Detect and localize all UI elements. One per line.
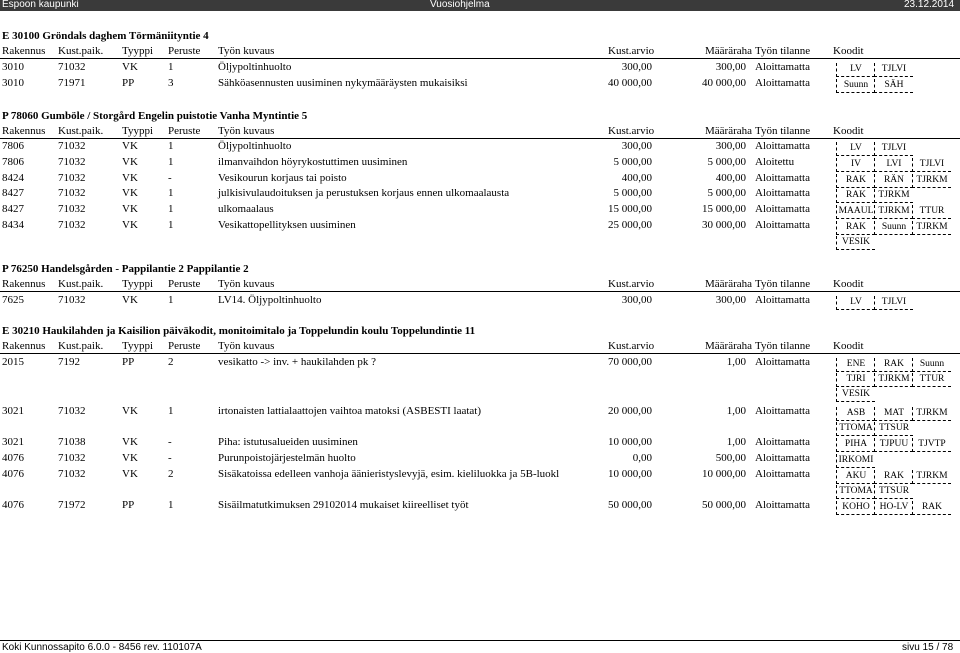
cost-estimate: 300,00 [621, 61, 652, 73]
work-type: VK [122, 219, 138, 231]
budget-amount: 40 000,00 [702, 77, 746, 89]
status-code-tag: TJRKM [874, 373, 913, 387]
column-header: Määräraha [705, 278, 753, 290]
cost-center: 71032 [58, 468, 86, 480]
column-header: Työn kuvaus [218, 45, 275, 57]
column-header: Määräraha [705, 125, 753, 137]
work-type: VK [122, 468, 138, 480]
basis: - [168, 436, 172, 448]
status-code-tag: IV [836, 158, 875, 172]
header-underline [0, 353, 960, 354]
column-header: Peruste [168, 340, 201, 352]
cost-center: 71032 [58, 61, 86, 73]
cost-estimate: 0,00 [632, 452, 652, 464]
basis: 1 [168, 140, 174, 152]
status-code-tag: TJRKM [874, 205, 913, 219]
cost-estimate: 5 000,00 [613, 187, 652, 199]
column-header: Työn tilanne [755, 340, 811, 352]
work-status: Aloittamatta [755, 219, 810, 231]
basis: 1 [168, 405, 174, 417]
status-code-tag: SÄH [874, 79, 913, 93]
status-code-tag: LV [836, 296, 875, 310]
column-header: Työn tilanne [755, 125, 811, 137]
status-code-tag: ASB [836, 407, 875, 421]
work-type: PP [122, 356, 135, 368]
column-header: Koodit [833, 45, 864, 57]
work-description: Sisäilmatutkimuksen 29102014 mukaiset kiireelliset työt [218, 499, 469, 511]
status-code-tag: TJRKM [912, 174, 951, 188]
work-status: Aloitettu [755, 156, 795, 168]
cost-center: 71032 [58, 172, 86, 184]
basis: 1 [168, 294, 174, 306]
header-org: Espoon kaupunki [2, 0, 79, 10]
budget-amount: 1,00 [726, 436, 746, 448]
building-number: 7806 [2, 156, 24, 168]
work-status: Aloittamatta [755, 356, 810, 368]
table-row [0, 452, 960, 465]
column-header: Kust.paik. [58, 125, 104, 137]
column-header: Koodit [833, 340, 864, 352]
header-underline [0, 58, 960, 59]
building-number: 8434 [2, 219, 24, 231]
column-header: Rakennus [2, 125, 46, 137]
budget-amount: 300,00 [715, 294, 746, 306]
work-type: VK [122, 436, 138, 448]
column-header: Työn kuvaus [218, 278, 275, 290]
work-type: VK [122, 187, 138, 199]
work-status: Aloittamatta [755, 187, 810, 199]
basis: 3 [168, 77, 174, 89]
budget-amount: 15 000,00 [702, 203, 746, 215]
budget-amount: 30 000,00 [702, 219, 746, 231]
column-header: Rakennus [2, 340, 46, 352]
status-code-tag: RAK [836, 189, 875, 203]
work-status: Aloittamatta [755, 405, 810, 417]
budget-amount: 5 000,00 [707, 187, 746, 199]
header-underline [0, 291, 960, 292]
status-code-tag: LVI [874, 158, 913, 172]
status-code-tag: RAK [836, 221, 875, 235]
status-code-tag: TJLVI [874, 63, 913, 77]
cost-estimate: 10 000,00 [608, 436, 652, 448]
budget-amount: 1,00 [726, 356, 746, 368]
section-title: P 78060 Gumböle / Storgård Engelin puistotie Vanha Myntintie 5 [2, 110, 308, 122]
column-header: Rakennus [2, 45, 46, 57]
cost-center: 71032 [58, 294, 86, 306]
status-code-tag: TJVTP [912, 438, 951, 452]
status-code-tag: MAAUL [836, 205, 875, 219]
building-number: 7806 [2, 140, 24, 152]
work-type: VK [122, 294, 138, 306]
cost-estimate: 5 000,00 [613, 156, 652, 168]
cost-center: 71032 [58, 187, 86, 199]
status-code-tag: ENE [836, 358, 875, 372]
table-row [0, 156, 960, 169]
section-title: P 76250 Handelsgården - Pappilantie 2 Pappilantie 2 [2, 263, 249, 275]
column-header: Kust.paik. [58, 278, 104, 290]
status-code-tag: TJRKM [912, 407, 951, 421]
building-number: 3010 [2, 61, 24, 73]
work-status: Aloittamatta [755, 499, 810, 511]
work-status: Aloittamatta [755, 140, 810, 152]
table-row [0, 499, 960, 512]
column-header: Kust.paik. [58, 340, 104, 352]
cost-estimate: 400,00 [621, 172, 652, 184]
basis: 1 [168, 187, 174, 199]
work-status: Aloittamatta [755, 436, 810, 448]
column-header: Työn tilanne [755, 278, 811, 290]
cost-estimate: 50 000,00 [608, 499, 652, 511]
cost-estimate: 25 000,00 [608, 219, 652, 231]
work-description: Vesikattopellityksen uusiminen [218, 219, 356, 231]
cost-center: 7192 [58, 356, 80, 368]
table-row [0, 405, 960, 418]
page-footer [0, 640, 960, 653]
basis: 1 [168, 203, 174, 215]
work-status: Aloittamatta [755, 452, 810, 464]
status-code-tag: VESIK [836, 388, 875, 402]
status-code-tag: TJPUU [874, 438, 913, 452]
work-type: VK [122, 172, 138, 184]
work-status: Aloittamatta [755, 468, 810, 480]
basis: 1 [168, 499, 174, 511]
table-row [0, 187, 960, 200]
work-type: VK [122, 203, 138, 215]
footer-version: Koki Kunnossapito 6.0.0 - 8456 rev. 110107A [2, 642, 202, 653]
work-type: PP [122, 77, 135, 89]
column-header: Tyyppi [122, 125, 154, 137]
cost-estimate: 40 000,00 [608, 77, 652, 89]
building-number: 4076 [2, 468, 24, 480]
budget-amount: 50 000,00 [702, 499, 746, 511]
section-title: E 30100 Gröndals daghem Törmäniityntie 4 [2, 30, 209, 42]
basis: - [168, 452, 172, 464]
work-description: julkisivulaudoituksen ja perustuksen korjaus ennen ulkomaalausta [218, 187, 510, 199]
basis: 2 [168, 356, 174, 368]
column-header: Peruste [168, 45, 201, 57]
status-code-tag: TJRI [836, 373, 875, 387]
basis: 1 [168, 219, 174, 231]
section-title: E 30210 Haukilahden ja Kaisilion päiväkodit, monitoimitalo ja Toppelundin koulu Toppelundintie 11 [2, 325, 476, 337]
cost-estimate: 20 000,00 [608, 405, 652, 417]
status-code-tag: PIHA [836, 438, 875, 452]
table-row [0, 356, 960, 369]
building-number: 8424 [2, 172, 24, 184]
work-description: Sähköasennusten uusiminen nykymääräysten mukaisiksi [218, 77, 468, 89]
status-code-tag: TTSUR [874, 422, 913, 436]
work-description: vesikatto -> inv. + haukilahden pk ? [218, 356, 377, 368]
cost-center: 71971 [58, 77, 86, 89]
cost-estimate: 15 000,00 [608, 203, 652, 215]
building-number: 8427 [2, 203, 24, 215]
building-number: 8427 [2, 187, 24, 199]
cost-estimate: 10 000,00 [608, 468, 652, 480]
basis: 1 [168, 61, 174, 73]
cost-center: 71972 [58, 499, 86, 511]
budget-amount: 300,00 [715, 61, 746, 73]
cost-center: 71038 [58, 436, 86, 448]
status-code-tag: LV [836, 142, 875, 156]
cost-estimate: 300,00 [621, 294, 652, 306]
column-header: Peruste [168, 125, 201, 137]
budget-amount: 300,00 [715, 140, 746, 152]
building-number: 7625 [2, 294, 24, 306]
status-code-tag: TJLVI [874, 296, 913, 310]
budget-amount: 10 000,00 [702, 468, 746, 480]
status-code-tag: IRKOMI [836, 454, 875, 468]
column-header: Kust.arvio [608, 278, 655, 290]
status-code-tag: TTUR [912, 373, 951, 387]
work-type: VK [122, 156, 138, 168]
building-number: 2015 [2, 356, 24, 368]
column-header: Työn kuvaus [218, 125, 275, 137]
work-description: irtonaisten lattialaattojen vaihtoa matoksi (ASBESTI laatat) [218, 405, 482, 417]
status-code-tag: Suunn [912, 358, 951, 372]
work-description: Öljypoltinhuolto [218, 140, 292, 152]
status-code-tag: KOHO [836, 501, 875, 515]
work-status: Aloittamatta [755, 172, 810, 184]
status-code-tag: TJRKM [874, 189, 913, 203]
cost-center: 71032 [58, 156, 86, 168]
work-description: Vesikourun korjaus tai poisto [218, 172, 347, 184]
column-header: Koodit [833, 125, 864, 137]
status-code-tag: RAK [912, 501, 951, 515]
cost-estimate: 70 000,00 [608, 356, 652, 368]
status-code-tag: RÄN [874, 174, 913, 188]
status-code-tag: AKU [836, 470, 875, 484]
work-description: Öljypoltinhuolto [218, 61, 292, 73]
status-code-tag: TTOMA [836, 485, 875, 499]
status-code-tag: VESIK [836, 236, 875, 250]
cost-center: 71032 [58, 140, 86, 152]
work-status: Aloittamatta [755, 77, 810, 89]
basis: - [168, 172, 172, 184]
status-code-tag: TJLVI [912, 158, 951, 172]
column-header: Määräraha [705, 45, 753, 57]
building-number: 4076 [2, 499, 24, 511]
table-row [0, 468, 960, 481]
building-number: 3021 [2, 436, 24, 448]
status-code-tag: Suunn [836, 79, 875, 93]
cost-center: 71032 [58, 405, 86, 417]
work-description: ilmanvaihdon höyrykostuttimen uusiminen [218, 156, 408, 168]
column-header: Tyyppi [122, 340, 154, 352]
budget-amount: 1,00 [726, 405, 746, 417]
status-code-tag: LV [836, 63, 875, 77]
status-code-tag: RAK [874, 358, 913, 372]
work-description: Purunpoistojärjestelmän huolto [218, 452, 356, 464]
budget-amount: 400,00 [715, 172, 746, 184]
column-header: Kust.paik. [58, 45, 104, 57]
column-header: Rakennus [2, 278, 46, 290]
cost-center: 71032 [58, 203, 86, 215]
work-status: Aloittamatta [755, 61, 810, 73]
work-type: VK [122, 140, 138, 152]
column-header: Kust.arvio [608, 45, 655, 57]
column-header: Kust.arvio [608, 340, 655, 352]
table-row [0, 61, 960, 74]
budget-amount: 5 000,00 [707, 156, 746, 168]
column-header: Työn tilanne [755, 45, 811, 57]
basis: 1 [168, 156, 174, 168]
column-header: Määräraha [705, 340, 753, 352]
budget-amount: 500,00 [715, 452, 746, 464]
building-number: 4076 [2, 452, 24, 464]
header-doc-title: Vuosiohjelma [430, 0, 490, 10]
status-code-tag: TTSUR [874, 485, 913, 499]
basis: 2 [168, 468, 174, 480]
column-header: Työn kuvaus [218, 340, 275, 352]
table-row [0, 203, 960, 216]
page-header-bar [0, 0, 960, 11]
column-header: Tyyppi [122, 278, 154, 290]
header-date: 23.12.2014 [904, 0, 955, 10]
table-row [0, 77, 960, 90]
status-code-tag: TJRKM [912, 470, 951, 484]
work-type: PP [122, 499, 135, 511]
table-row [0, 436, 960, 449]
work-status: Aloittamatta [755, 203, 810, 215]
cost-center: 71032 [58, 219, 86, 231]
status-code-tag: TTUR [912, 205, 951, 219]
table-row [0, 140, 960, 153]
status-code-tag: TTOMA [836, 422, 875, 436]
work-description: ulkomaalaus [218, 203, 274, 215]
work-description: LV14. Öljypoltinhuolto [218, 294, 322, 306]
work-type: VK [122, 452, 138, 464]
building-number: 3021 [2, 405, 24, 417]
status-code-tag: TJLVI [874, 142, 913, 156]
column-header: Peruste [168, 278, 201, 290]
header-underline [0, 138, 960, 139]
status-code-tag: TJRKM [912, 221, 951, 235]
status-code-tag: MAT [874, 407, 913, 421]
table-row [0, 172, 960, 185]
status-code-tag: HO-LV [874, 501, 913, 515]
work-description: Piha: istutusalueiden uusiminen [218, 436, 358, 448]
work-type: VK [122, 405, 138, 417]
column-header: Tyyppi [122, 45, 154, 57]
work-description: Sisäkatoissa edelleen vanhoja äänieristyslevyjä, esim. kieliluokka ja 5B-luokl [218, 468, 560, 480]
table-row [0, 219, 960, 232]
cost-center: 71032 [58, 452, 86, 464]
table-row [0, 294, 960, 307]
building-number: 3010 [2, 77, 24, 89]
status-code-tag: Suunn [874, 221, 913, 235]
work-type: VK [122, 61, 138, 73]
column-header: Koodit [833, 278, 864, 290]
work-status: Aloittamatta [755, 294, 810, 306]
cost-estimate: 300,00 [621, 140, 652, 152]
status-code-tag: RAK [836, 174, 875, 188]
column-header: Kust.arvio [608, 125, 655, 137]
footer-page-number: sivu 15 / 78 [902, 642, 954, 653]
status-code-tag: RAK [874, 470, 913, 484]
